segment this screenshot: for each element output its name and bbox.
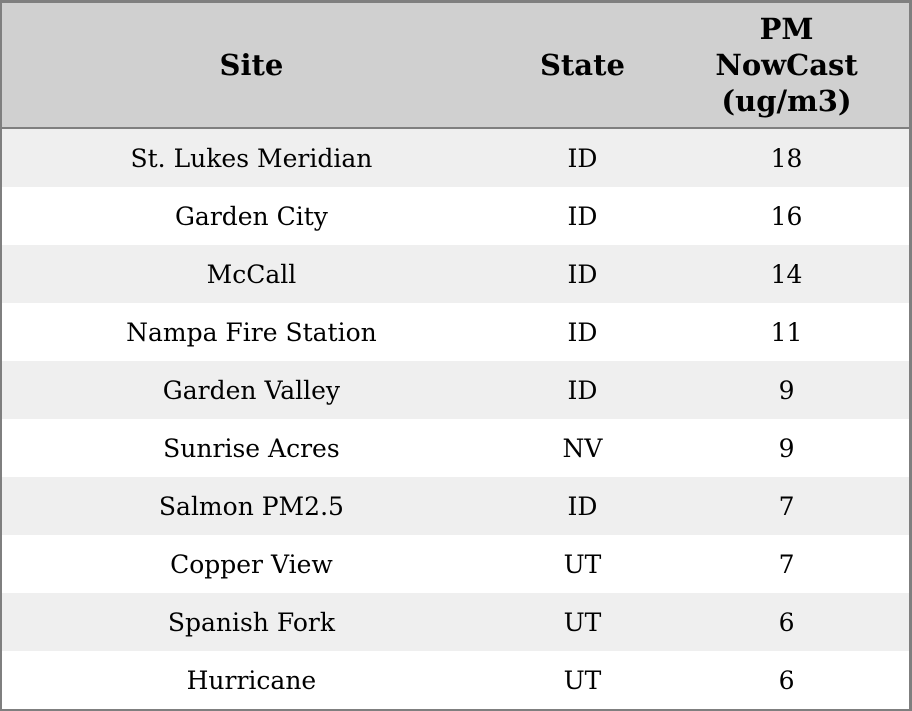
state-cell: UT <box>563 665 602 695</box>
table-header-row <box>2 3 909 129</box>
site-cell: Salmon PM2.5 <box>158 491 344 521</box>
table-row <box>2 593 909 651</box>
header-pm-line-2: NowCast <box>715 48 858 82</box>
site-cell: Copper View <box>170 549 333 579</box>
table-row <box>2 419 909 477</box>
header-pm-line-3: (ug/m3) <box>721 84 852 118</box>
header-pm-nowcast <box>664 11 909 119</box>
site-cell: Sunrise Acres <box>163 433 340 463</box>
header-state <box>501 47 664 83</box>
state-cell: UT <box>563 549 602 579</box>
header-site-label: Site <box>219 48 284 82</box>
pm-cell: 7 <box>778 549 795 579</box>
pm-cell: 16 <box>770 201 803 231</box>
state-cell: UT <box>563 607 602 637</box>
site-cell: Hurricane <box>186 665 317 695</box>
pm-cell: 6 <box>778 665 795 695</box>
pm-cell: 6 <box>778 607 795 637</box>
state-cell: ID <box>567 201 598 231</box>
pm-cell: 7 <box>778 491 795 521</box>
table-row <box>2 187 909 245</box>
table-row <box>2 535 909 593</box>
pm-cell: 18 <box>770 143 803 173</box>
state-cell: ID <box>567 143 598 173</box>
table-row <box>2 651 909 709</box>
site-cell: St. Lukes Meridian <box>130 143 373 173</box>
site-cell: Garden Valley <box>162 375 341 405</box>
header-state-label: State <box>539 48 625 82</box>
state-cell: ID <box>567 259 598 289</box>
pm-cell: 9 <box>778 433 795 463</box>
pm-cell: 11 <box>770 317 803 347</box>
site-cell: Nampa Fire Station <box>126 317 377 347</box>
state-cell: NV <box>562 433 603 463</box>
table-body <box>2 129 909 709</box>
pm-cell: 9 <box>778 375 795 405</box>
state-cell: ID <box>567 375 598 405</box>
table-row <box>2 245 909 303</box>
state-cell: ID <box>567 491 598 521</box>
site-cell: Garden City <box>174 201 328 231</box>
site-cell: McCall <box>206 259 297 289</box>
table-row <box>2 477 909 535</box>
state-cell: ID <box>567 317 598 347</box>
header-site <box>2 47 501 83</box>
table-row <box>2 129 909 187</box>
pm-cell: 14 <box>770 259 803 289</box>
header-pm-line-1: PM <box>759 12 814 46</box>
site-cell: Spanish Fork <box>167 607 335 637</box>
table-row <box>2 303 909 361</box>
table-row <box>2 361 909 419</box>
